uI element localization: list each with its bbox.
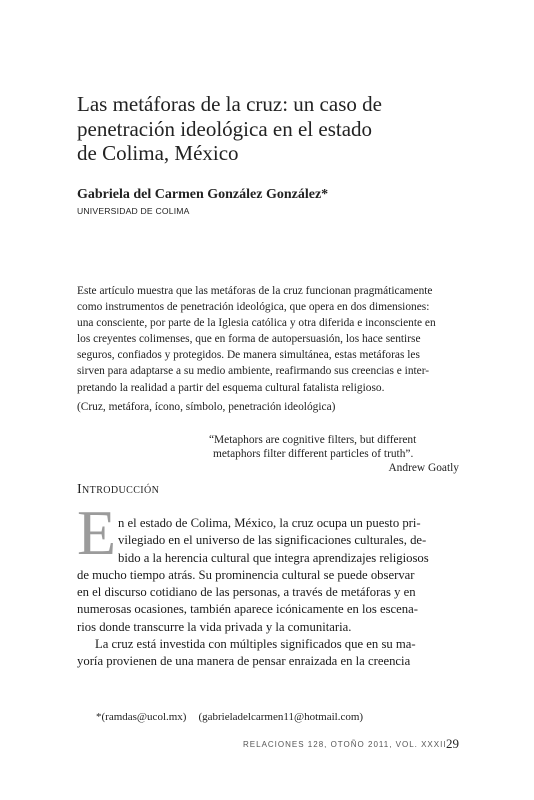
running-footer: RELACIONES 128, OTOÑO 2011, VOL. XXXII [243, 740, 447, 749]
page-number: 29 [446, 736, 459, 751]
body-text [77, 515, 459, 671]
drop-cap: E [77, 497, 117, 568]
abstract-line: como instrumentos de penetración ideológica, que opera en dos dimensiones: [77, 301, 430, 314]
section-heading: Introducción [77, 482, 160, 497]
epigraph-attribution: Andrew Goatly [388, 462, 459, 474]
abstract-line: sirven para adaptarse a su medio ambiente, reafirmando sus creencias e inter- [77, 365, 430, 378]
title-line: de Colima, México [77, 141, 239, 165]
keywords: (Cruz, metáfora, ícono, símbolo, penetración ideológica) [77, 401, 336, 413]
body-line: en el discurso cotidiano de las personas, a través de metáforas y en [77, 585, 416, 600]
epigraph [209, 433, 459, 475]
body-line: yoría provienen de una manera de pensar enraizada en la creencia [77, 654, 411, 669]
author-name: Gabriela del Carmen González González* [77, 187, 329, 202]
body-line: de mucho tiempo atrás. Su prominencia cultural se puede observar [77, 567, 415, 582]
footnote-email: *(ramdas@ucol.mx) [96, 711, 187, 723]
abstract-line: seguros, confiados y protegidos. De manera simultánea, estas metáforas les [77, 349, 420, 362]
epigraph-line: metaphors filter different particles of truth”. [213, 448, 414, 460]
body-line: La cruz está investida con múltiples significados que en su ma- [95, 637, 416, 652]
body-line: numerosas ocasiones, también aparece icónicamente en los escena- [77, 602, 419, 617]
title-line: Las metáforas de la cruz: un caso de [77, 92, 382, 116]
footnote-email: (gabrieladelcarmen11@hotmail.com) [198, 711, 364, 723]
body-line: vilegiado en el universo de las significaciones culturales, de- [118, 533, 427, 548]
body-line: bido a la herencia cultural que integra aprendizajes religiosos [118, 550, 429, 565]
title-line: penetración ideológica en el estado [77, 116, 373, 141]
article-title [77, 92, 477, 166]
author-affiliation: UNIVERSIDAD DE COLIMA [77, 206, 190, 216]
abstract-line: una consciente, por parte de la Iglesia católica y otra diferida e inconsciente en [77, 317, 436, 330]
body-line: n el estado de Colima, México, la cruz ocupa un puesto pri- [118, 516, 421, 530]
footnote [96, 711, 363, 723]
epigraph-line: “Metaphors are cognitive filters, but different [209, 434, 417, 446]
abstract-line: los creyentes colimenses, que en forma de autopersuasión, los hace sentirse [77, 333, 421, 346]
abstract-line: Este artículo muestra que las metáforas de la cruz funcionan pragmáticamente [77, 285, 433, 297]
body-line: rios donde transcurre la vida privada y la comunitaria. [77, 619, 352, 634]
abstract-line: pretando la realidad a partir del esquema cultural fatalista religioso. [77, 381, 385, 394]
abstract [77, 283, 459, 396]
